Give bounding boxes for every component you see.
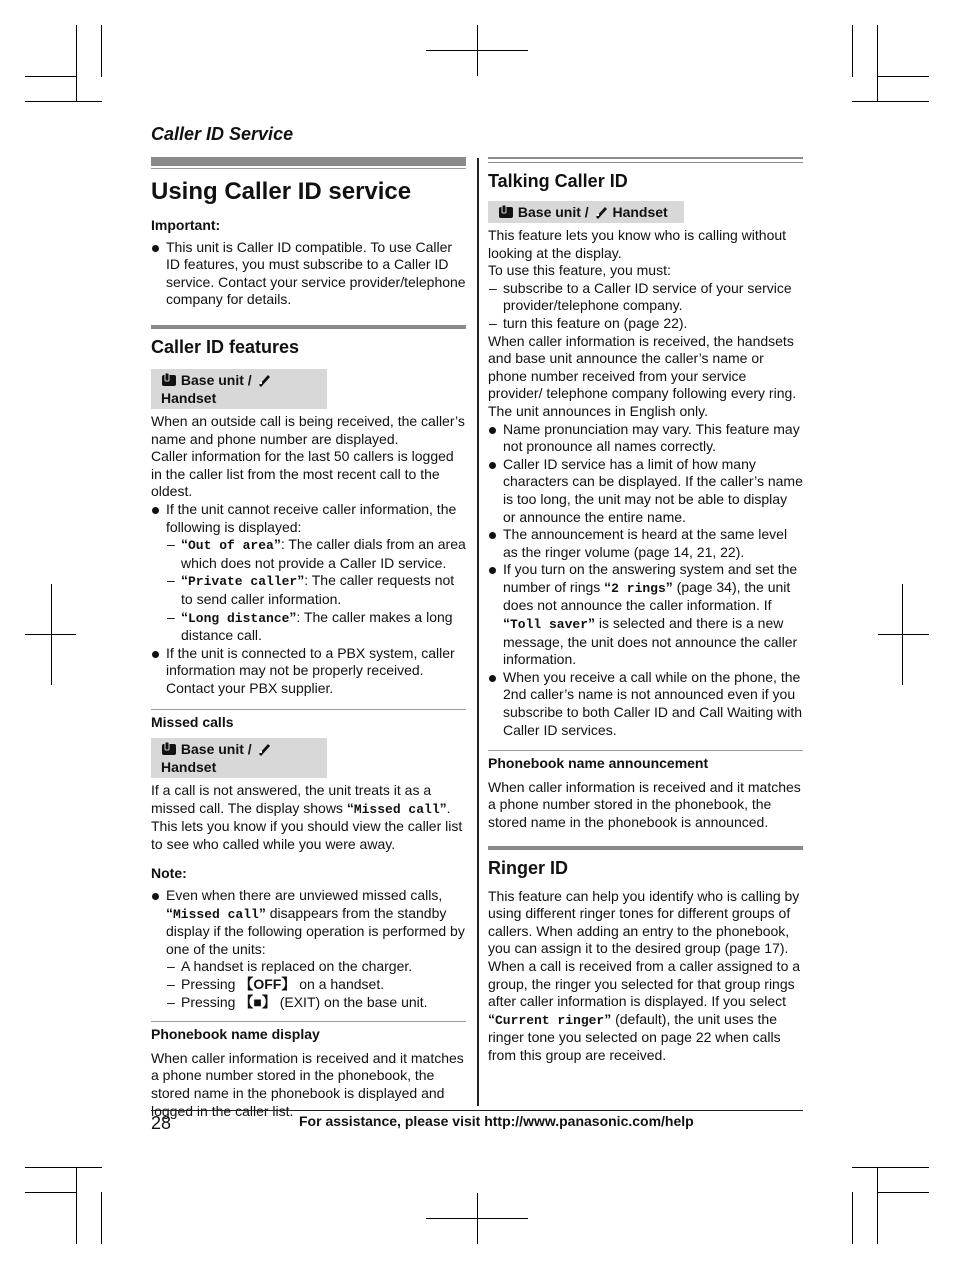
important-list [151, 239, 466, 309]
section-bar [488, 157, 803, 163]
page-number: 28 [151, 1113, 172, 1133]
list-item: – “Out of area”: The caller dials from an area which does not provide a Caller ID service. [166, 536, 466, 572]
list-item: Caller ID service has a limit of how many characters can be displayed. If the caller’s name is too long, the unit may not be able to display or announce the entire name. [488, 456, 803, 526]
bullet-list [488, 421, 803, 740]
column-divider [477, 158, 479, 1106]
paragraph: If a call is not answered, the unit treats it as a missed call. The display shows “Missed call”. This lets you know if you should view the caller list to see who called while you were away. [151, 782, 463, 852]
list-item: The announcement is heard at the same level as the ringer volume (page 14, 21, 22). [488, 526, 803, 561]
section-bar [488, 846, 803, 850]
section-heading-caller-id-features: Caller ID features [151, 336, 300, 357]
note-label: Note: [151, 865, 187, 882]
chip-base-label: Base unit / [517, 204, 589, 220]
important-label: Important: [151, 217, 221, 233]
handset-icon [256, 373, 272, 387]
note-list [151, 887, 466, 1011]
right-column [488, 157, 803, 1065]
device-chip [488, 201, 684, 223]
chip-base-label: Base unit / [180, 371, 252, 388]
base-unit-icon [161, 742, 177, 756]
list-item: Name pronunciation may vary. This feature may not pronounce all names correctly. [488, 421, 803, 456]
chip-handset-label: Handset [161, 759, 217, 776]
subsection-heading-phonebook-display: Phonebook name display [151, 1026, 320, 1043]
off-key-label: 【OFF】 [239, 976, 296, 992]
handset-icon [593, 205, 609, 219]
chip-base-label: Base unit / [180, 741, 252, 758]
paragraph: Caller information for the last 50 callers is logged in the caller list from the most recent call to the oldest. [151, 448, 454, 500]
list-item: If the unit cannot receive caller information, the following is displayed: – “Out of area”: The caller dials from an area which does not provide a Caller ID service. – “Private caller”: The caller requests not to send caller information. – “Long distance”: The caller makes a long distance call. [151, 501, 466, 645]
list-item: If you turn on the answering system and set the number of rings “2 rings” (page 34), the unit does not announce the caller information. If “Toll saver” is selected and there is a new message, the unit does not announce the caller information. [488, 561, 803, 669]
running-header: Caller ID Service [151, 124, 294, 144]
left-column [151, 157, 466, 1120]
list-item: – subscribe to a Caller ID service of your service provider/telephone company. [488, 280, 803, 315]
bullet-list [151, 501, 466, 698]
list-item: – turn this feature on (page 22). [488, 315, 803, 333]
section-heading-talking-caller-id: Talking Caller ID [488, 171, 628, 191]
paragraph: To use this feature, you must: [488, 262, 671, 279]
device-chip [151, 369, 327, 409]
dash-list [166, 536, 466, 645]
list-item: – Pressing 【OFF】 on a handset. [166, 976, 466, 994]
paragraph: When an outside call is being received, the caller’s name and phone number are displayed. [151, 412, 465, 447]
page-title: Using Caller ID service [151, 178, 412, 205]
base-unit-icon [498, 205, 514, 219]
list-item: If the unit is connected to a PBX system, caller information may not be properly received. Contact your PBX supplier. [151, 645, 466, 698]
paragraph: When caller information is received, the handsets and base unit announce the caller’s name or phone number received from your service provider/ telephone company following every ring. [488, 332, 797, 402]
list-item: – “Private caller”: The caller requests not to send caller information. [166, 572, 466, 608]
chip-handset-label: Handset [161, 389, 217, 406]
list-item: – Pressing 【■】 (EXIT) on the base unit. [166, 994, 466, 1012]
list-item: Even when there are unviewed missed calls, “Missed call” disappears from the standby display if the following operation is performed by one of the units: – A handset is replaced on the charger. – Pressing 【OFF】 on a handset. – Pressing 【■】 (EXIT) on the base unit. [151, 887, 466, 1011]
handset-icon [256, 742, 272, 756]
device-chip [151, 738, 327, 778]
subsection-heading-missed-calls: Missed calls [151, 714, 234, 731]
list-item: This unit is Caller ID compatible. To use Caller ID features, you must subscribe to a Caller ID service. Contact your service provider/telephone company for details. [151, 239, 466, 309]
dash-list [488, 280, 803, 333]
subsection-heading-phonebook-announcement: Phonebook name announcement [488, 755, 709, 772]
list-item: When you receive a call while on the phone, the 2nd caller’s name is not announced even if you subscribe to both Caller ID and Call Waiting with Caller ID services. [488, 669, 803, 739]
chip-handset-label: Handset [612, 204, 668, 220]
title-bar [151, 157, 466, 166]
base-unit-icon [161, 373, 177, 387]
paragraph: When caller information is received and it matches a phone number stored in the phonebook, the stored name in the phonebook is displayed and logged in the caller list. [151, 1049, 464, 1119]
paragraph: This feature can help you identify who is calling by using different ringer tones for different groups of callers. When adding an entry to the phonebook, you can assign it to the desired group (page 17). When a call is received from a caller assigned to a group, the ringer you selected for that group rings after caller information is displayed. If you select “Current ringer” (default), the unit uses the ringer tone you selected on page 22 when calls from this group are received. [488, 887, 801, 1063]
paragraph: When caller information is received and it matches a phone number stored in the phonebook, the stored name in the phonebook is announced. [488, 778, 801, 830]
paragraph: This feature lets you know who is calling without looking at the display. [488, 227, 787, 261]
footer-rule [151, 1110, 803, 1111]
list-item: – “Long distance”: The caller makes a long distance call. [166, 609, 466, 645]
stop-key-label: 【■】 [239, 993, 276, 1010]
section-heading-ringer-id: Ringer ID [488, 857, 569, 878]
paragraph: The unit announces in English only. [488, 402, 708, 419]
list-item: – A handset is replaced on the charger. [166, 958, 466, 976]
dash-list [166, 958, 466, 1011]
footer-help-text: For assistance, please visit http://www.panasonic.com/help [299, 1113, 694, 1129]
section-bar [151, 325, 466, 329]
